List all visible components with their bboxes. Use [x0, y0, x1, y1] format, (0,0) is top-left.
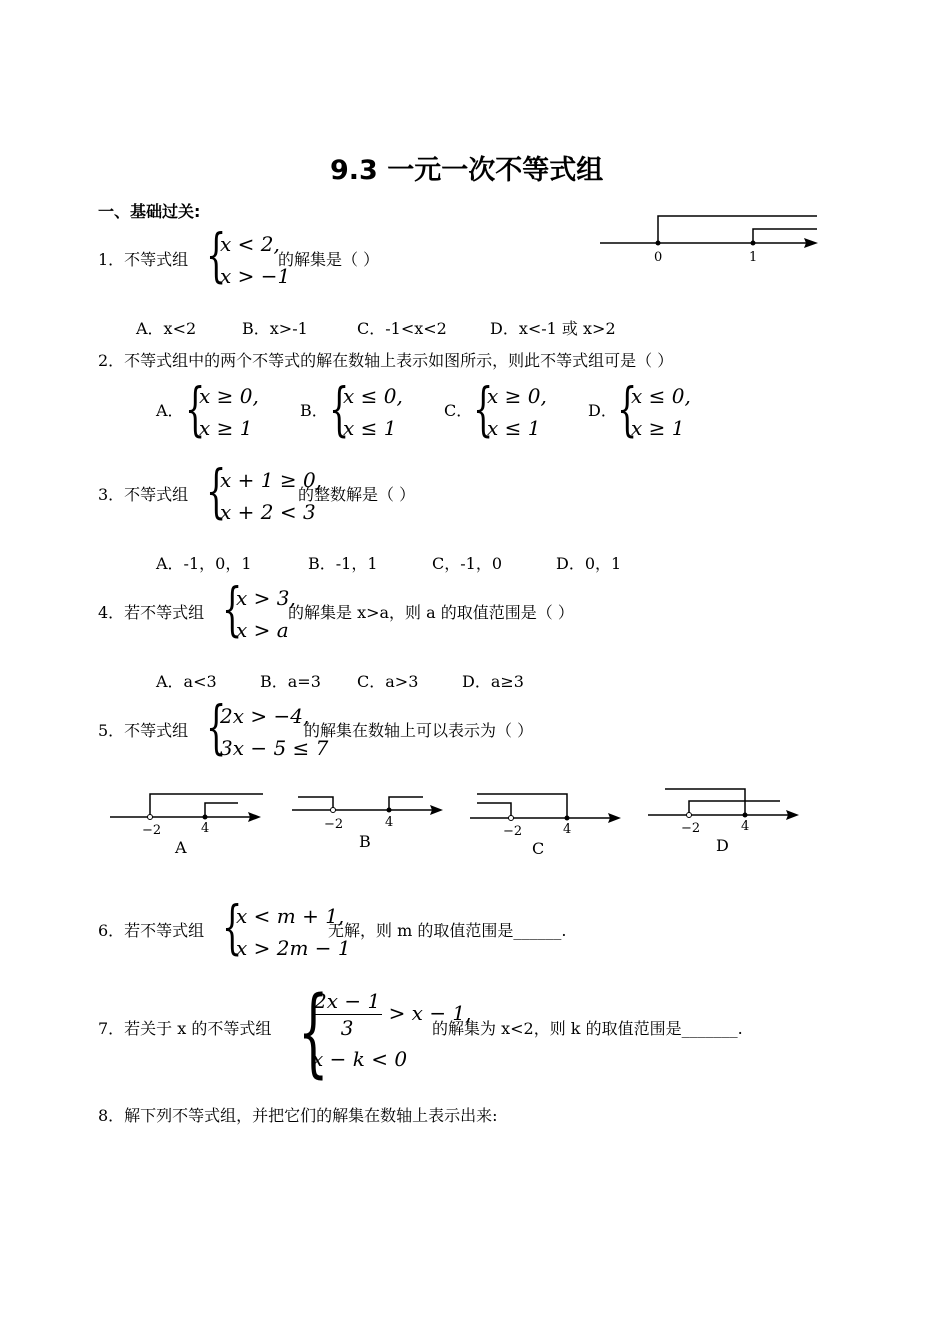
- q2-option-c-letter: C．: [444, 401, 473, 420]
- q3-prefix: 3．不等式组: [98, 485, 189, 504]
- q5-c-tick-neg2: −2: [503, 824, 523, 839]
- q4-option-d: D．a≥3: [462, 672, 524, 691]
- q2-option-b-letter: B．: [300, 401, 328, 420]
- q5-figure-c: [470, 794, 621, 858]
- q5-b-tick-neg2: −2: [324, 817, 344, 832]
- q2-option-d-brace: {: [617, 375, 638, 443]
- q4-eq2: x > a: [236, 618, 289, 642]
- q1-prefix: 1．不等式组: [98, 250, 189, 269]
- q4-option-b: B．a=3: [260, 672, 321, 691]
- q7-eq2: x − k < 0: [312, 1047, 408, 1071]
- q7-suffix: 的解集为 x<2，则 k 的取值范围是_______.: [432, 1019, 743, 1038]
- q5-suffix: 的解集在数轴上可以表示为（ ）: [304, 721, 534, 740]
- q3-option-c: C，-1，0: [432, 554, 503, 573]
- q5-d-letter: D: [716, 836, 729, 855]
- q2-option-a-eq2: x ≥ 1: [199, 416, 253, 440]
- q7-fraction-numerator: 2x − 1: [314, 989, 381, 1013]
- q5-eq2: 3x − 5 ≤ 7: [220, 736, 329, 760]
- q5-figure-b: [292, 797, 443, 851]
- page-title: 9.3 一元一次不等式组: [330, 155, 604, 186]
- q2-option-a-brace: {: [185, 375, 206, 443]
- q5-figure-a: [110, 794, 263, 857]
- q1-option-b: B．x>-1: [242, 319, 308, 338]
- q2-option-d-eq2: x ≥ 1: [631, 416, 685, 440]
- q5-prefix: 5．不等式组: [98, 721, 189, 740]
- q6-prefix: 6．若不等式组: [98, 921, 205, 940]
- q5-a-tick-neg2: −2: [142, 823, 162, 838]
- q3-option-a: A．-1，0，1: [156, 554, 252, 573]
- q1-eq1: x < 2,: [220, 232, 280, 256]
- q7-eq1-rest: > x − 1,: [388, 1001, 472, 1025]
- q4-suffix: 的解集是 x>a，则 a 的取值范围是（ ）: [288, 603, 574, 622]
- q6-eq1: x < m + 1,: [236, 904, 345, 928]
- q4-brace: {: [222, 575, 243, 643]
- q4-option-c: C．a>3: [357, 672, 419, 691]
- q2-option-d-eq1: x ≤ 0,: [631, 384, 691, 408]
- q4-prefix: 4．若不等式组: [98, 603, 205, 622]
- q6-brace: {: [222, 893, 243, 961]
- q1-option-d: D．x<-1 或 x>2: [490, 319, 616, 338]
- q1-eq2: x > −1: [220, 264, 291, 288]
- q5-a-letter: A: [175, 838, 187, 857]
- q1-option-c: C．-1<x<2: [357, 319, 447, 338]
- q7-fraction: [312, 988, 382, 1041]
- q5-d-tick-neg2: −2: [681, 821, 701, 836]
- q1-tick-1: 1: [749, 250, 758, 265]
- q2-option-a-letter: A．: [156, 401, 184, 420]
- q2-option-b-eq1: x ≤ 0,: [343, 384, 403, 408]
- q2-option-c-eq2: x ≤ 1: [487, 416, 541, 440]
- section-heading: 一、基础过关:: [98, 202, 201, 221]
- q3-brace: {: [206, 457, 227, 525]
- q1-brace: {: [206, 221, 227, 289]
- q1-option-a: A．x<2: [136, 319, 197, 338]
- q5-eq1: 2x > −4,: [220, 704, 310, 728]
- q2-stem: 2．不等式组中的两个不等式的解在数轴上表示如图所示，则此不等式组可是（ ）: [98, 351, 674, 370]
- q2-option-b-brace: {: [329, 375, 350, 443]
- q5-a-tick-4: 4: [201, 821, 210, 836]
- q6-eq2: x > 2m − 1: [236, 936, 351, 960]
- q5-c-letter: C: [532, 839, 545, 858]
- q7-fraction-denominator: 3: [340, 1016, 354, 1040]
- q5-d-tick-4: 4: [741, 819, 750, 834]
- q1-tick-0: 0: [654, 250, 663, 265]
- q8-stem: 8．解下列不等式组，并把它们的解集在数轴上表示出来:: [98, 1106, 498, 1125]
- q2-option-a-eq1: x ≥ 0,: [199, 384, 259, 408]
- q4-eq1: x > 3,: [236, 586, 296, 610]
- q3-eq1: x + 1 ≥ 0,: [220, 468, 323, 492]
- q7-prefix: 7．若关于 x 的不等式组: [98, 1019, 272, 1038]
- q5-brace: {: [206, 693, 227, 761]
- q2-option-c-eq1: x ≥ 0,: [487, 384, 547, 408]
- q1-suffix: 的解集是（ ）: [278, 250, 380, 269]
- q5-c-tick-4: 4: [563, 822, 572, 837]
- q3-eq2: x + 2 < 3: [220, 500, 316, 524]
- q3-option-d: D．0，1: [556, 554, 622, 573]
- q3-suffix: 的整数解是（ ）: [298, 485, 416, 504]
- q3-option-b: B．-1，1: [308, 554, 378, 573]
- q5-figure-d: [648, 789, 799, 855]
- q2-option-c-brace: {: [473, 375, 494, 443]
- q5-b-letter: B: [359, 832, 371, 851]
- q2-option-d-letter: D．: [588, 401, 617, 420]
- q2-option-b-eq2: x ≤ 1: [343, 416, 397, 440]
- q5-b-tick-4: 4: [385, 815, 394, 830]
- q4-option-a: A．a<3: [156, 672, 217, 691]
- q6-suffix: 无解，则 m 的取值范围是______.: [328, 921, 567, 940]
- q7-brace: {: [298, 976, 329, 1088]
